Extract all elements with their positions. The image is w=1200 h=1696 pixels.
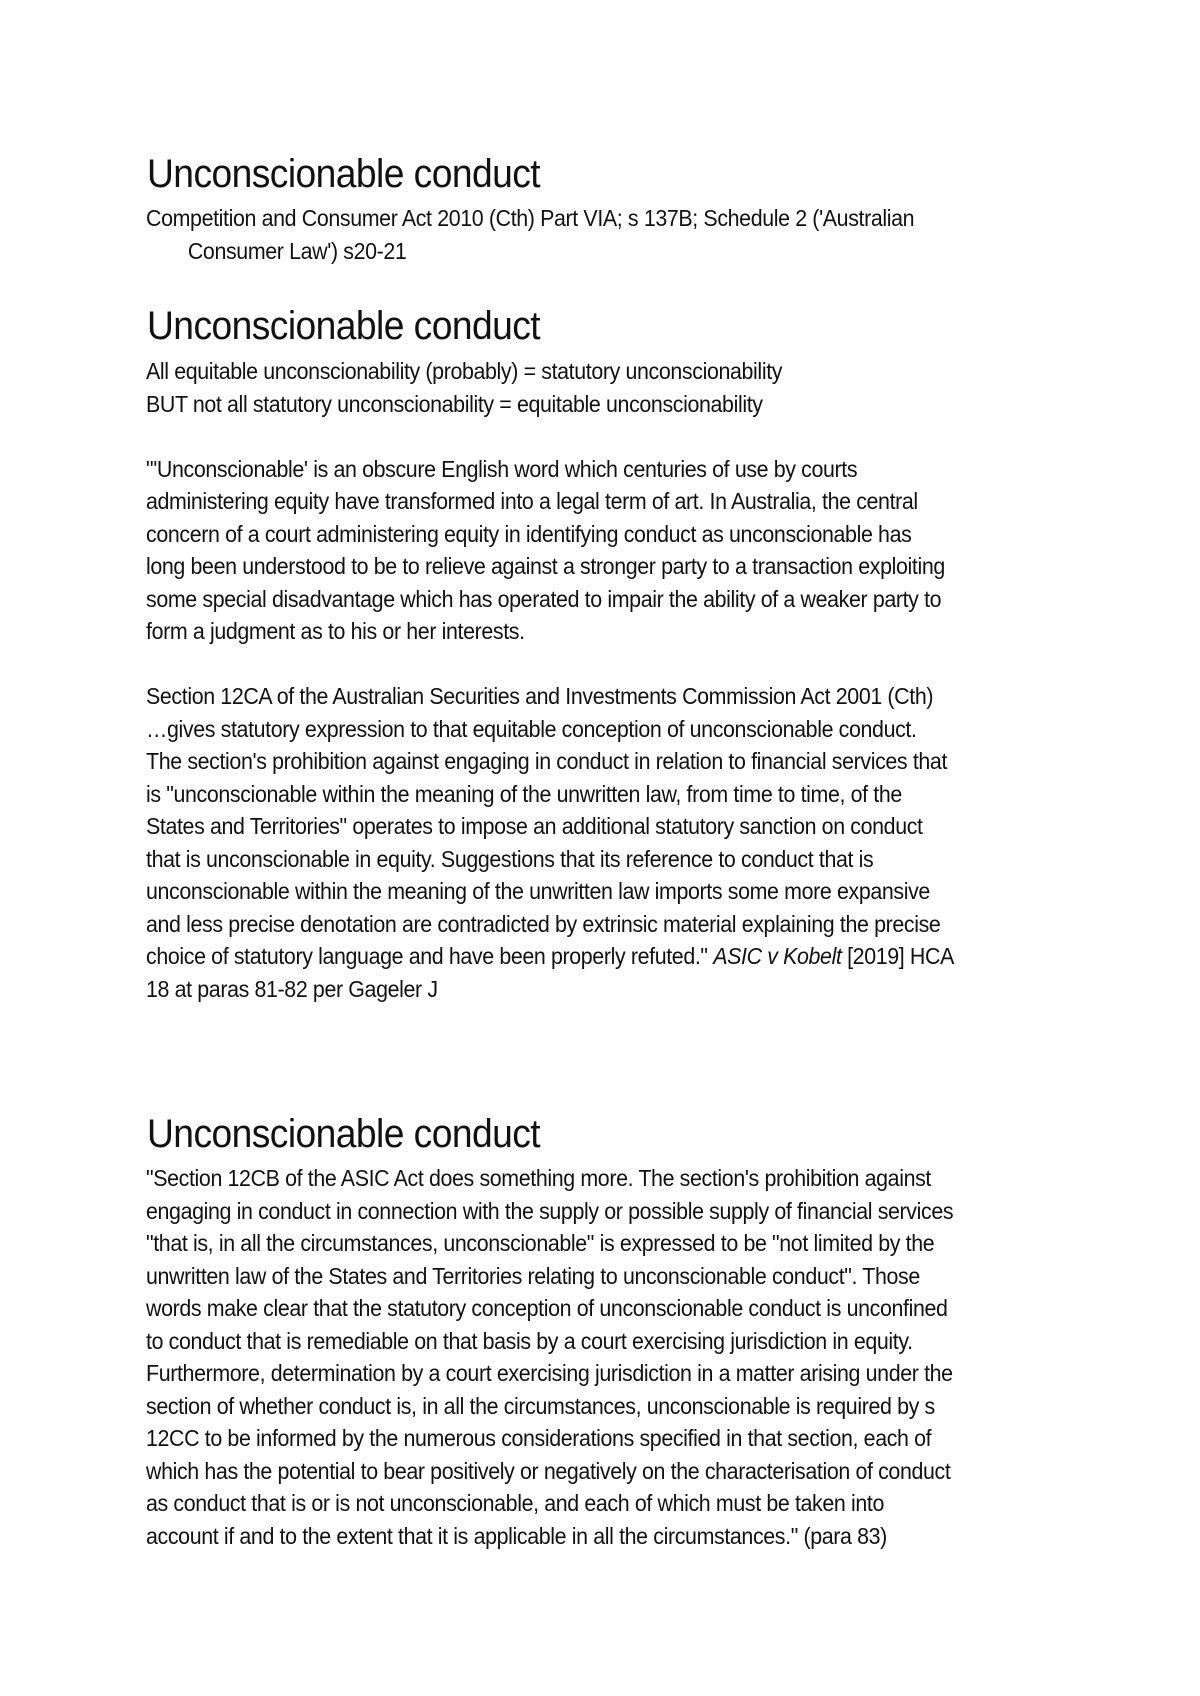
quote2-line-7: unconscionable within the meaning of the unwritten law imports some more expansive — [146, 878, 930, 904]
quote3-line-1: "Section 12CB of the ASIC Act does something more. The section's prohibition against — [146, 1165, 932, 1191]
citation-line: 18 at paras 81-82 per Gageler J — [146, 975, 438, 1002]
quote3-line-3: "that is, in all the circumstances, unconscionable" is expressed to be "not limited by the — [146, 1230, 935, 1256]
section-heading-1: Unconscionable conduct — [147, 152, 541, 196]
quote1-line-4: long been understood to be to relieve against a stronger party to a transaction exploiting — [146, 553, 945, 579]
quote3-line-6: to conduct that is remediable on that basis by a court exercising jurisdiction in equity. — [146, 1327, 913, 1354]
quote2-line-6: that is unconscionable in equity. Suggestions that its reference to conduct that is — [146, 845, 874, 872]
quote3-line-5: words make clear that the statutory conception of unconscionable conduct is unconfined — [146, 1295, 948, 1321]
quote2-line-2: …gives statutory expression to that equitable conception of unconscionable conduct. — [146, 715, 917, 742]
section-3-body — [146, 1162, 1106, 1552]
section-heading-2: Unconscionable conduct — [147, 304, 541, 348]
statute-reference-line-1: Competition and Consumer Act 2010 (Cth) Part VIA; s 137B; Schedule 2 ('Australian — [146, 205, 915, 231]
quote3-line-10: which has the potential to bear positively or negatively on the characterisation of conduct — [146, 1457, 951, 1484]
quote3-line-11: as conduct that is or is not unconscionable, and each of which must be taken into — [146, 1490, 884, 1516]
quote3-line-12: account if and to the extent that it is applicable in all the circumstances." (para 83) — [146, 1522, 887, 1549]
quote3-line-2: engaging in conduct in connection with the supply or possible supply of financial services — [146, 1197, 954, 1224]
quote2-last-text: choice of statutory language and have been properly refuted." — [146, 943, 714, 969]
quote1-line-3: concern of a court administering equity in identifying conduct as unconscionable has — [146, 520, 912, 547]
quote2-line-3: The section's prohibition against engaging in conduct in relation to financial services that — [146, 748, 948, 774]
statute-reference-line-2: Consumer Law') s20-21 — [187, 237, 407, 264]
quote1-line-6: form a judgment as to his or her interests. — [146, 618, 525, 644]
quote3-line-7: Furthermore, determination by a court exercising jurisdiction in a matter arising under the — [146, 1360, 953, 1386]
case-name: ASIC v Kobelt — [713, 943, 842, 969]
paragraph-spacer — [146, 420, 1106, 453]
quote3-line-8: section of whether conduct is, in all the circumstances, unconscionable is required by s — [146, 1392, 935, 1419]
quote3-line-9: 12CC to be informed by the numerous considerations specified in that section, each of — [146, 1425, 932, 1451]
quote3-line-4: unwritten law of the States and Territories relating to unconscionable conduct". Those — [146, 1262, 920, 1289]
section-heading-3: Unconscionable conduct — [147, 1112, 541, 1156]
quote2-line-1: Section 12CA of the Australian Securities and Investments Commission Act 2001 (Cth) — [146, 683, 934, 709]
quote1-line-1: "'Unconscionable' is an obscure English word which centuries of use by courts — [146, 455, 858, 482]
statute-reference — [146, 202, 1106, 267]
quote1-line-5: some special disadvantage which has operated to impair the ability of a weaker party to — [146, 585, 942, 612]
quote2-line-5: States and Territories" operates to impose an additional statutory sanction on conduct — [146, 813, 923, 839]
quote2-line-9 — [146, 940, 1039, 973]
quote1-line-2: administering equity have transformed into a legal term of art. In Australia, the central — [146, 488, 918, 514]
intro-line-2: BUT not all statutory unconscionability = equitable unconscionability — [146, 390, 763, 417]
quote2-line-4: is "unconscionable within the meaning of the unwritten law, from time to time, of the — [146, 780, 902, 807]
quote2-line-8: and less precise denotation are contradicted by extrinsic material explaining the precise — [146, 910, 941, 937]
citation-suffix: [2019] HCA — [841, 943, 954, 969]
section-2-body — [146, 355, 1106, 1005]
intro-line-1: All equitable unconscionability (probably) = statutory unconscionability — [146, 358, 783, 384]
paragraph-spacer — [146, 648, 1106, 681]
